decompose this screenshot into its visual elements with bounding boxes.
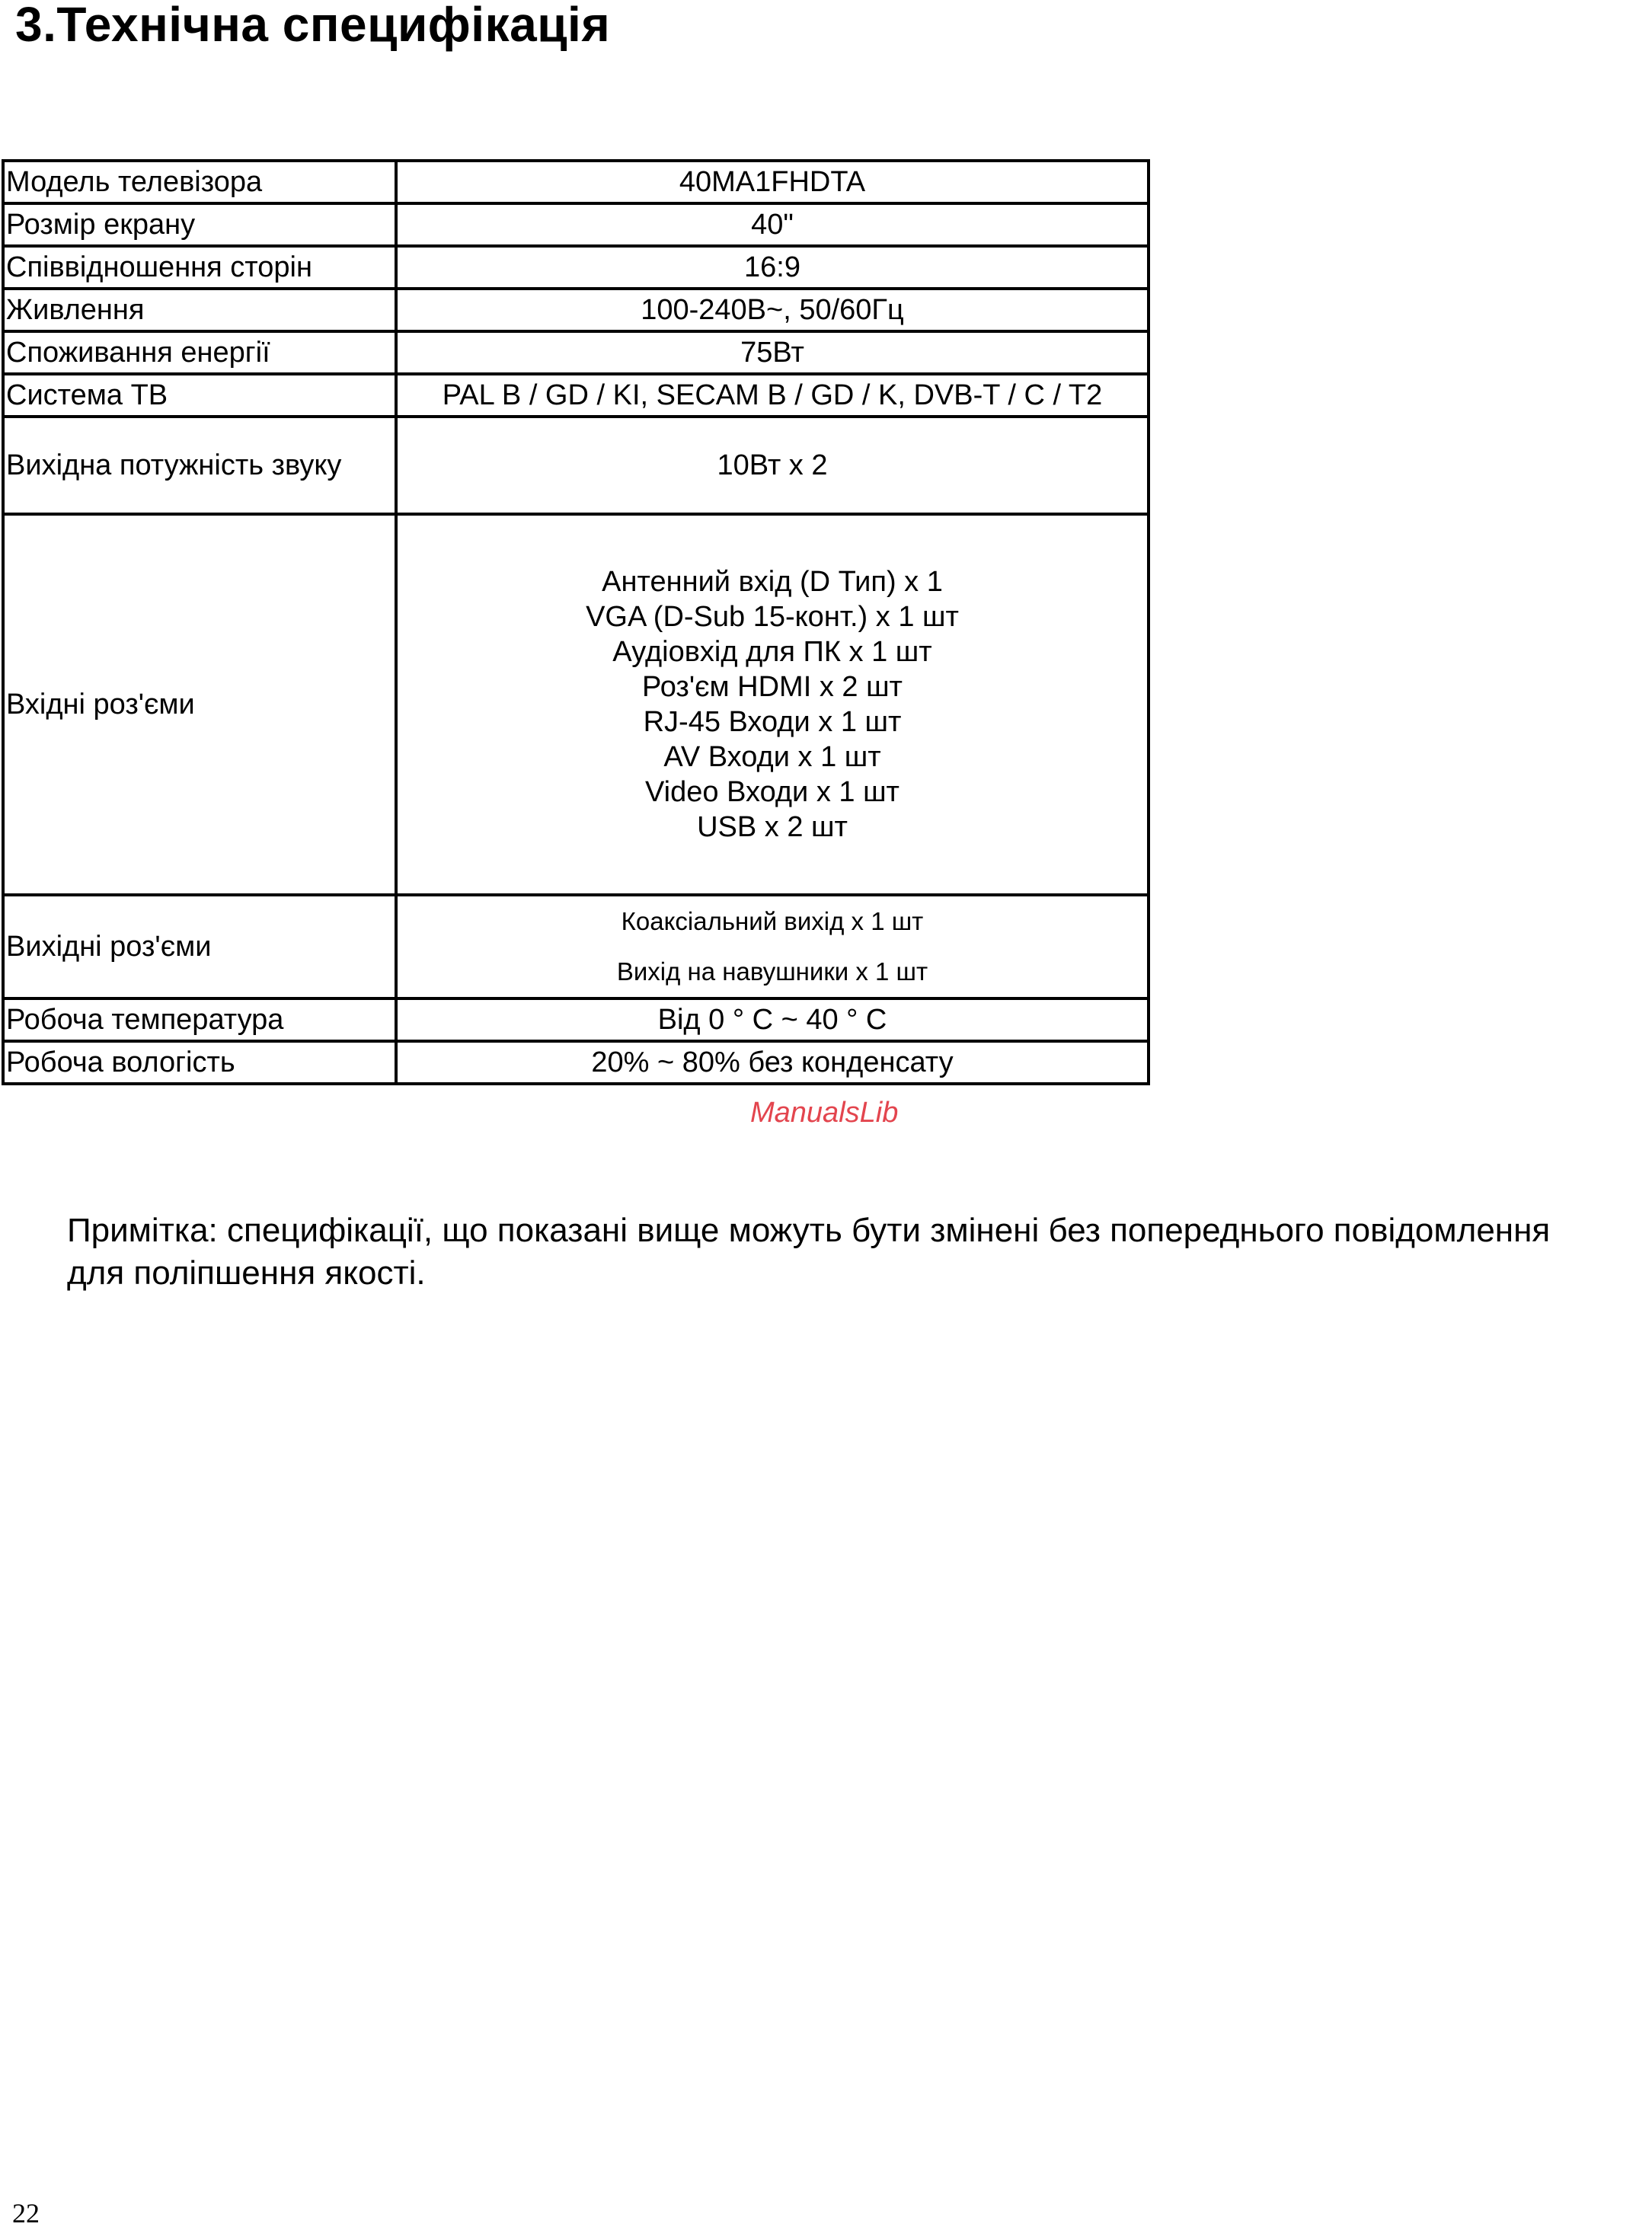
list-item: AV Входи x 1 шт [663, 741, 881, 773]
list-item: RJ-45 Входи x 1 шт [643, 706, 902, 738]
table-row-operating-temperature [3, 998, 1149, 1041]
outputs-list [396, 895, 1149, 998]
row-label: Вихідні роз'єми [3, 895, 396, 998]
row-label: Вхідні роз'єми [3, 514, 396, 895]
table-row-outputs [3, 895, 1149, 998]
row-value: PAL B / GD / KI, SECAM B / GD / K, DVB-T / C / T2 [396, 374, 1149, 417]
list-item: Вихід на навушники x 1 шт [616, 957, 928, 986]
row-label: Розмір екрану [3, 203, 396, 246]
table-row-power-consumption [3, 331, 1149, 374]
table-row-aspect-ratio [3, 246, 1149, 289]
inputs-list [396, 514, 1149, 895]
row-value: 20% ~ 80% без конденсату [396, 1041, 1149, 1084]
row-label: Система ТВ [3, 374, 396, 417]
list-item: VGA (D-Sub 15-конт.) x 1 шт [586, 601, 959, 633]
row-value: 40MA1FHDTA [396, 161, 1149, 203]
row-value: 40" [396, 203, 1149, 246]
spec-table [2, 159, 1150, 1085]
table-row-inputs [3, 514, 1149, 895]
watermark: ManualsLib [750, 1097, 899, 1129]
row-value: 75Вт [396, 331, 1149, 374]
table-row-operating-humidity [3, 1041, 1149, 1084]
row-value: 16:9 [396, 246, 1149, 289]
list-item: Аудіовхід для ПК x 1 шт [612, 636, 932, 668]
row-value: 10Вт x 2 [396, 417, 1149, 514]
list-item: USB x 2 шт [697, 811, 848, 843]
row-value: 100-240В~, 50/60Гц [396, 289, 1149, 331]
row-label: Живлення [3, 289, 396, 331]
row-label: Модель телевізора [3, 161, 396, 203]
row-value: Від 0 ° C ~ 40 ° C [396, 998, 1149, 1041]
row-label: Робоча вологість [3, 1041, 396, 1084]
table-row-model [3, 161, 1149, 203]
table-row-tv-system [3, 374, 1149, 417]
row-label: Співвідношення сторін [3, 246, 396, 289]
list-item: Антенний вхід (D Тип) x 1 [602, 566, 943, 598]
row-label: Вихідна потужність звуку [3, 417, 396, 514]
row-label: Споживання енергії [3, 331, 396, 374]
list-item: Video Входи x 1 шт [645, 776, 899, 808]
footnote: Примітка: специфікації, що показані вище можуть бути змінені без попереднього повідомлення для поліпшення якості. [67, 1212, 1551, 1292]
list-item: Роз'єм HDMI x 2 шт [642, 671, 903, 703]
table-row-power-supply [3, 289, 1149, 331]
page-number: 22 [12, 2198, 40, 2228]
list-item: Коаксіальний вихід x 1 шт [621, 907, 924, 935]
table-row-screen-size [3, 203, 1149, 246]
table-row-sound-output [3, 417, 1149, 514]
page-title: 3.Технічна специфікація [15, 0, 611, 52]
row-label: Робоча температура [3, 998, 396, 1041]
